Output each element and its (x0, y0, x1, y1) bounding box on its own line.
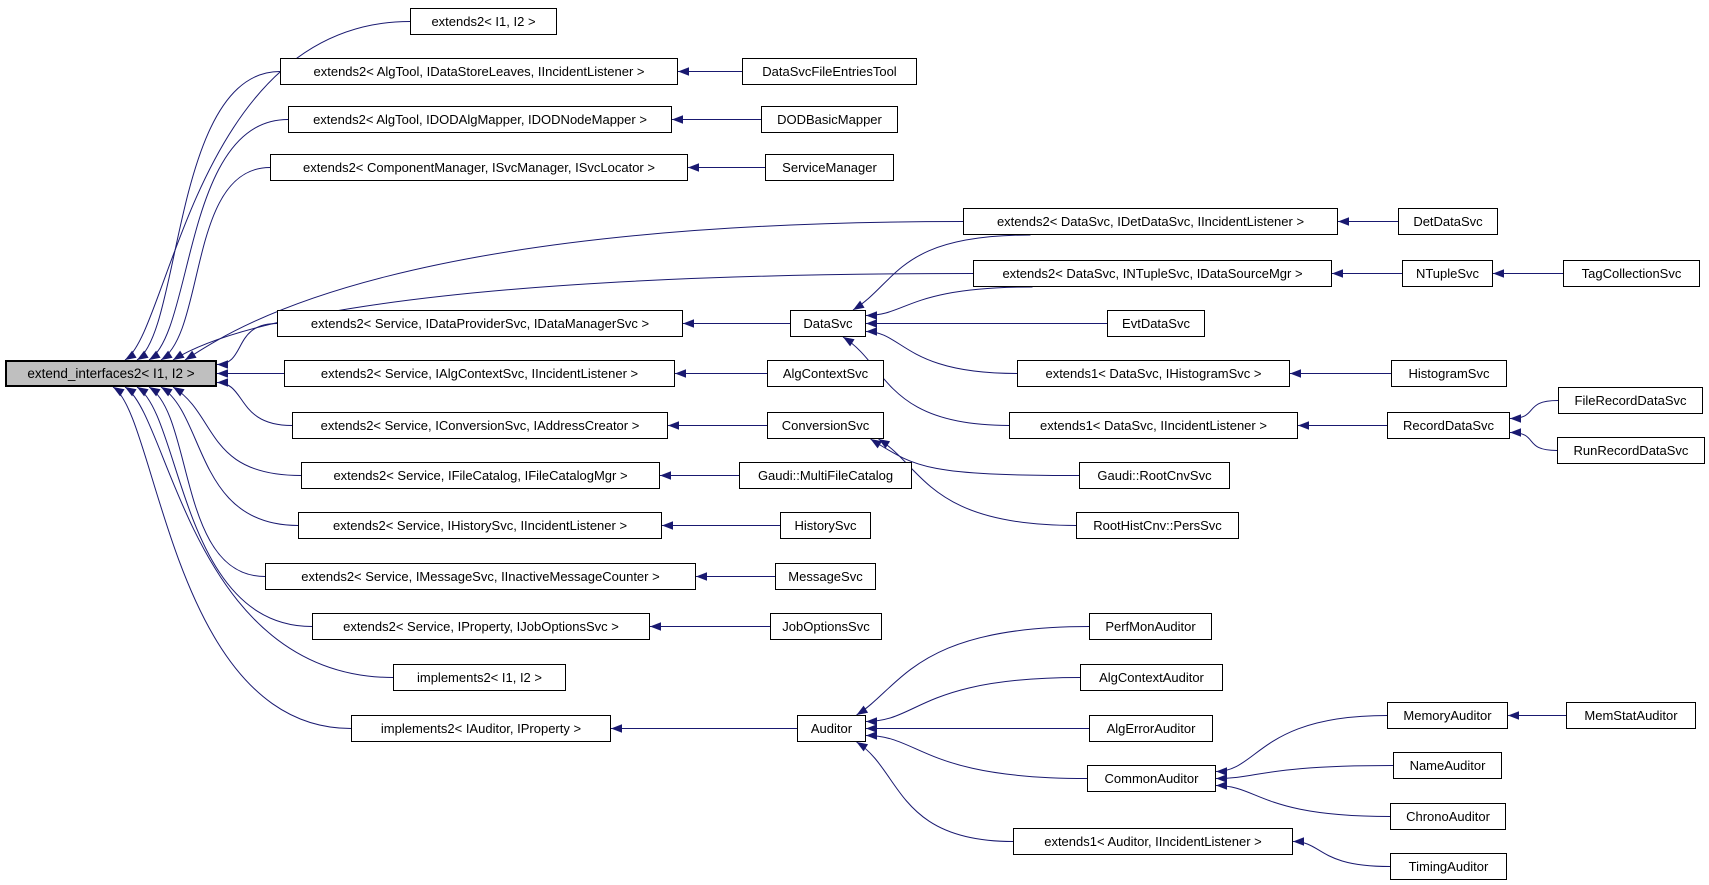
node-extends2-service-imessagesvc[interactable]: extends2< Service, IMessageSvc, IInactiveMessageCounter > (265, 563, 696, 590)
arrowhead (1216, 781, 1227, 789)
node-extends2-service-iconversionsvc[interactable]: extends2< Service, IConversionSvc, IAddressCreator > (292, 412, 668, 439)
node-memoryauditor[interactable]: MemoryAuditor (1387, 702, 1508, 729)
node-messagesvc[interactable]: MessageSvc (775, 563, 876, 590)
inheritance-edge (866, 287, 1033, 316)
arrowhead (1298, 421, 1309, 429)
node-extends2-service-ihistorysvc[interactable]: extends2< Service, IHistorySvc, IIncidentListener > (298, 512, 662, 539)
node-implements2-iauditor-iproperty[interactable]: implements2< IAuditor, IProperty > (351, 715, 611, 742)
inheritance-edge (137, 387, 312, 627)
inheritance-edge (161, 168, 270, 361)
arrowhead (1290, 369, 1301, 377)
arrowhead (857, 706, 869, 715)
node-detdatasvc[interactable]: DetDataSvc (1398, 208, 1498, 235)
node-extends1-datasvc-ihistogramsvc[interactable]: extends1< DataSvc, IHistogramSvc > (1017, 360, 1290, 387)
arrowhead (1216, 774, 1227, 782)
node-extends2-datasvc-intuplesvc[interactable]: extends2< DataSvc, INTupleSvc, IDataSourceMgr > (973, 260, 1332, 287)
node-algcontextauditor[interactable]: AlgContextAuditor (1080, 664, 1223, 691)
node-datasvc[interactable]: DataSvc (790, 310, 866, 337)
inheritance-edge (1216, 786, 1390, 817)
node-extends1-auditor-iincidentlistener[interactable]: extends1< Auditor, IIncidentListener > (1013, 828, 1293, 855)
node-gaudi-rootcnvsvc[interactable]: Gaudi::RootCnvSvc (1079, 462, 1230, 489)
arrowhead (662, 521, 673, 529)
arrowhead (217, 360, 228, 368)
node-servicemanager[interactable]: ServiceManager (765, 154, 894, 181)
node-ntuplesvc[interactable]: NTupleSvc (1402, 260, 1493, 287)
arrowhead (688, 163, 699, 171)
arrowhead (866, 311, 877, 319)
arrowhead (137, 351, 149, 360)
inheritance-edge (1216, 716, 1387, 772)
inheritance-edge (866, 332, 1017, 374)
arrowhead (853, 301, 865, 310)
node-extends2-algtool-idatastoreleaves[interactable]: extends2< AlgTool, IDataStoreLeaves, IIncidentListener > (280, 58, 678, 85)
node-commonauditor[interactable]: CommonAuditor (1087, 765, 1216, 792)
arrowhead (611, 724, 622, 732)
arrowhead (866, 327, 877, 335)
inheritance-edge (866, 736, 1087, 779)
node-implements2-i1-i2[interactable]: implements2< I1, I2 > (393, 664, 566, 691)
inheritance-edge (137, 72, 280, 361)
node-nameauditor[interactable]: NameAuditor (1393, 752, 1502, 779)
inheritance-edge (1216, 766, 1393, 779)
arrowhead (696, 572, 707, 580)
node-algcontextsvc[interactable]: AlgContextSvc (767, 360, 884, 387)
node-extends2-componentmanager[interactable]: extends2< ComponentManager, ISvcManager, ISvcLocator > (270, 154, 688, 181)
arrowhead (1216, 767, 1227, 775)
node-filerecorddatasvc[interactable]: FileRecordDataSvc (1558, 387, 1703, 414)
node-extends2-service-idataprovidersvc[interactable]: extends2< Service, IDataProviderSvc, IDataManagerSvc > (277, 310, 683, 337)
arrowhead (217, 378, 228, 386)
inheritance-edge (217, 324, 277, 365)
node-algerrorauditor[interactable]: AlgErrorAuditor (1089, 715, 1213, 742)
arrowhead (1508, 711, 1519, 719)
node-perfmonauditor[interactable]: PerfMonAuditor (1089, 613, 1212, 640)
arrowhead (1293, 837, 1304, 845)
arrowhead (149, 387, 161, 396)
arrowhead (650, 622, 661, 630)
arrowhead (149, 351, 161, 360)
node-extends2-service-ialgcontextsvc[interactable]: extends2< Service, IAlgContextSvc, IIncidentListener > (284, 360, 675, 387)
node-evtdatasvc[interactable]: EvtDataSvc (1107, 310, 1205, 337)
node-tagcollectionsvc[interactable]: TagCollectionSvc (1563, 260, 1700, 287)
node-extend-interfaces2-i1-i2[interactable]: extend_interfaces2< I1, I2 > (5, 360, 217, 387)
inheritance-edge (857, 627, 1090, 716)
node-extends2-algtool-idodalgmapper[interactable]: extends2< AlgTool, IDODAlgMapper, IDODNodeMapper > (288, 106, 672, 133)
arrowhead (113, 387, 125, 396)
inheritance-edge (217, 383, 292, 426)
node-joboptionssvc[interactable]: JobOptionsSvc (770, 613, 882, 640)
arrowhead (1510, 414, 1521, 422)
inheritance-edge (1510, 433, 1557, 451)
arrowhead (1332, 269, 1343, 277)
arrowhead (668, 421, 679, 429)
node-extends2-datasvc-idetdatasvc[interactable]: extends2< DataSvc, IDetDataSvc, IIncidentListener > (963, 208, 1338, 235)
node-chronoauditor[interactable]: ChronoAuditor (1390, 803, 1506, 830)
arrowhead (675, 369, 686, 377)
node-runrecorddatasvc[interactable]: RunRecordDataSvc (1557, 437, 1705, 464)
inheritance-edge (149, 387, 265, 577)
inheritance-edge (1293, 842, 1390, 867)
arrowhead (217, 369, 228, 377)
arrowhead (866, 319, 877, 327)
arrowhead (161, 351, 173, 360)
arrowhead (672, 115, 683, 123)
arrowhead (125, 351, 137, 360)
node-timingauditor[interactable]: TimingAuditor (1390, 853, 1507, 880)
arrowhead (660, 471, 671, 479)
arrowhead (173, 351, 185, 360)
node-roothistcnv-perssvc[interactable]: RootHistCnv::PersSvc (1076, 512, 1239, 539)
arrowhead (137, 387, 149, 396)
arrowhead (1338, 217, 1349, 225)
arrowhead (1510, 428, 1521, 436)
node-extends2-service-iproperty[interactable]: extends2< Service, IProperty, IJobOptionsSvc > (312, 613, 650, 640)
node-historysvc[interactable]: HistorySvc (780, 512, 871, 539)
arrowhead (678, 67, 689, 75)
node-extends2-i1-i2[interactable]: extends2< I1, I2 > (410, 8, 557, 35)
node-conversionsvc[interactable]: ConversionSvc (767, 412, 884, 439)
arrowhead (866, 731, 877, 739)
inheritance-edge (866, 678, 1080, 722)
node-recorddatasvc[interactable]: RecordDataSvc (1387, 412, 1510, 439)
node-histogramsvc[interactable]: HistogramSvc (1391, 360, 1507, 387)
arrowhead (1493, 269, 1504, 277)
node-dodbasicmapper[interactable]: DODBasicMapper (761, 106, 898, 133)
arrowhead (125, 387, 137, 396)
node-auditor[interactable]: Auditor (797, 715, 866, 742)
node-extends2-service-ifilecatalog[interactable]: extends2< Service, IFileCatalog, IFileCatalogMgr > (301, 462, 660, 489)
node-extends1-datasvc-iincidentlistener[interactable]: extends1< DataSvc, IIncidentListener > (1009, 412, 1298, 439)
arrowhead (683, 319, 694, 327)
node-memstatauditor[interactable]: MemStatAuditor (1566, 702, 1696, 729)
arrowhead (843, 337, 855, 346)
arrowhead (866, 724, 877, 732)
node-datasvcfileentriestool[interactable]: DataSvcFileEntriesTool (742, 58, 917, 85)
arrowhead (866, 717, 877, 725)
node-gaudi-multifilecatalog[interactable]: Gaudi::MultiFileCatalog (739, 462, 912, 489)
